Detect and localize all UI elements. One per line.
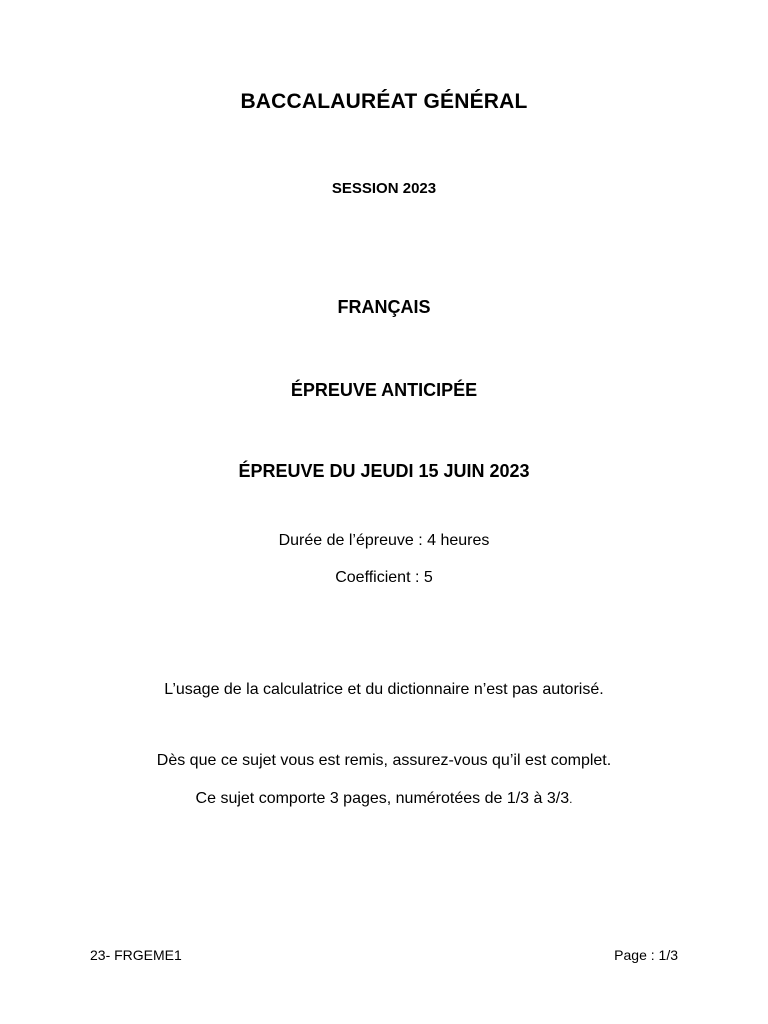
page-count-period: .: [569, 792, 573, 806]
exam-duration: Durée de l’épreuve : 4 heures: [278, 532, 490, 549]
page-count-notice: [0, 790, 768, 808]
completeness-notice: Dès que ce sujet vous est remis, assurez-vous qu’il est complet.: [156, 752, 612, 769]
footer-document-code: 23- FRGEME1: [90, 947, 182, 963]
exam-kind-heading: ÉPREUVE ANTICIPÉE: [290, 380, 478, 400]
session-label: SESSION 2023: [331, 180, 437, 197]
exam-coefficient: Coefficient : 5: [335, 569, 433, 586]
document-title: BACCALAURÉAT GÉNÉRAL: [240, 90, 528, 113]
calculator-notice: L’usage de la calculatrice et du dictionnaire n’est pas autorisé.: [164, 681, 604, 698]
footer-page-number: Page : 1/3: [614, 947, 678, 963]
page-count-text: Ce sujet comporte 3 pages, numérotées de 1/3 à 3/3: [195, 790, 570, 807]
exam-date-heading: ÉPREUVE DU JEUDI 15 JUIN 2023: [238, 461, 530, 481]
subject-heading: FRANÇAIS: [337, 297, 431, 317]
